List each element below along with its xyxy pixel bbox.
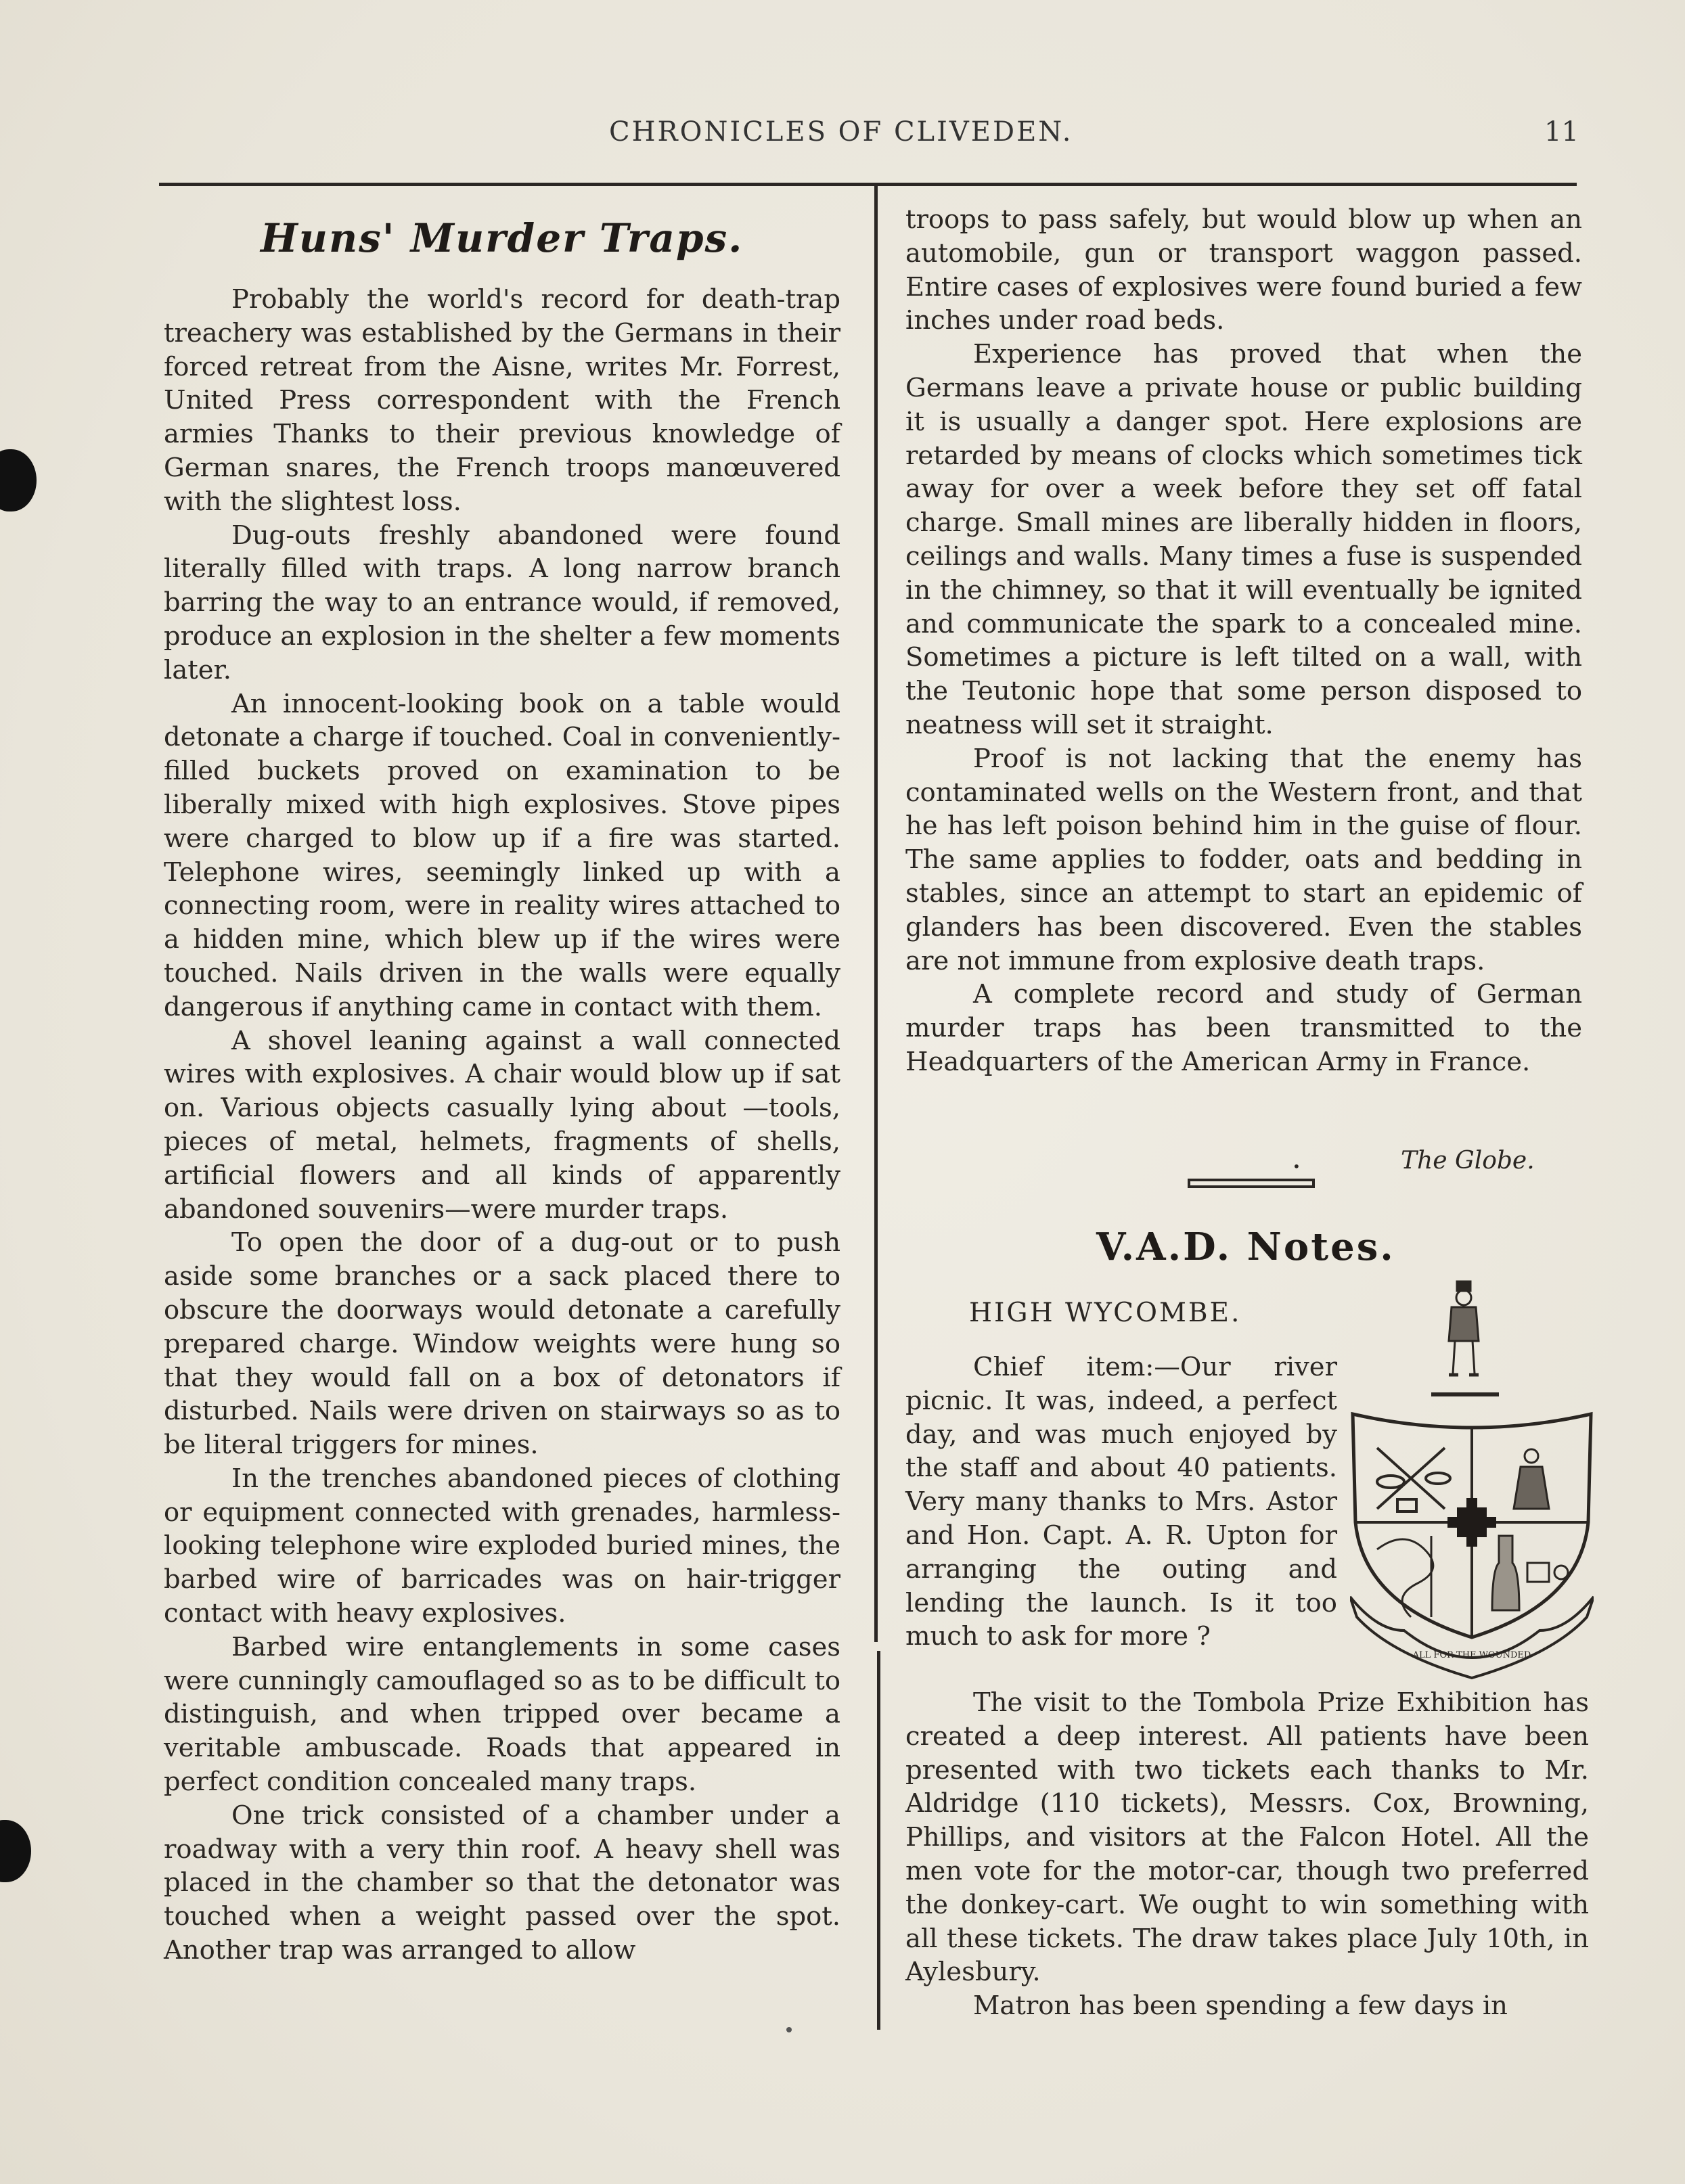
header-rule: [159, 183, 1577, 186]
paragraph: Experience has proved that when the Germans leave a private house or public building it is usually a danger spot. Here explosions are retarded by means of clocks which sometimes tick away for over a week before they set off fatal charge. Small mines are liberally hidden in floors, ceilings and walls. Many times a fuse is suspended in the chimney, so that it will eventually be ignited and communicate the spark to a concealed mine. Sometimes a picture is left tilted on a wall, with the Teutonic hope that some person disposed to neatness will set it straight.: [905, 339, 1582, 740]
divider-dot: •: [1293, 1158, 1301, 1175]
soldier-figure-icon: [1449, 1281, 1479, 1375]
crest-illustration: [1350, 1279, 1594, 1685]
publication-title: CHRONICLES OF CLIVEDEN.: [609, 116, 1073, 147]
paragraph: A complete record and study of German murder traps has been transmitted to the Headquarters of the American Army in France.: [905, 979, 1582, 1077]
paragraph: Chief item:—Our river picnic. It was, indeed, a perfect day, and was much enjoyed by the staff and about 40 patients. Very many thanks to Mrs. Astor and Hon. Capt. A. R. Upton for arranging the outing and lending the launch. Is it too much to ask for more ?: [905, 1352, 1337, 1652]
paragraph: Probably the world's record for death-trap treachery was established by the Germans in their forced retreat from the Aisne, writes Mr. Forrest, United Press correspondent with the French armies Thanks to their previous knowledge of German snares, the French troops manœuvered with the slightest loss.: [164, 284, 840, 517]
paragraph: Dug-outs freshly abandoned were found literally filled with traps. A long narrow branch barring the way to an entrance would, if removed, produce an explosion in the shelter a few moments later.: [164, 520, 840, 685]
article-title-huns-murder-traps: Huns' Murder Traps.: [261, 215, 744, 261]
column-rule-lower: [877, 1651, 880, 2030]
right-column-bottom: [905, 1686, 1589, 2023]
medicine-bottle-icon: [1492, 1536, 1568, 1610]
punch-hole-lower: [0, 1820, 31, 1882]
paragraph: troops to pass safely, but would blow up when an automobile, gun or transport waggon passed. Entire cases of explosives were found buried a few inches under road beds.: [905, 204, 1582, 336]
left-column: [164, 283, 840, 1967]
page-number: 11: [1544, 116, 1579, 147]
paragraph: Proof is not lacking that the enemy has contaminated wells on the Western front, and that he has left poison behind him in the guise of flour. The same applies to fodder, oats and bedding in stables, since an attempt to start an epidemic of glanders has been discovered. Even the stables are not immune from explosive death traps.: [905, 743, 1582, 976]
paragraph: To open the door of a dug-out or to push aside some branches or a sack placed there to obscure the doorways would detonate a carefully prepared charge. Window weights were hung so that they would fall on a box of detonators if disturbed. Nails were driven on stairways so as to be literal triggers for mines.: [164, 1227, 840, 1461]
paragraph: In the trenches abandoned pieces of clothing or equipment connected with grenades, harmless-looking telephone wire exploded buried mines, the barbed wire of barricades was on hair-trigger contact with heavy explosives.: [164, 1463, 840, 1629]
paragraph: Barbed wire entanglements in some cases were cunningly camouflaged so as to be difficult to distinguish, and when tripped over became a veritable ambuscade. Roads that appeared in perfect condition concealed many traps.: [164, 1631, 840, 1798]
paragraph: One trick consisted of a chamber under a roadway with a very thin roof. A heavy shell was placed in the chamber so that the detonator was touched when a weight passed over the spot. Another trap was arranged to allow: [164, 1800, 840, 1966]
narrow-paragraph-block: [905, 1350, 1337, 1654]
figure-base: [1431, 1392, 1499, 1396]
section-divider: [1188, 1179, 1315, 1188]
nurse-figure-icon: [1514, 1449, 1549, 1509]
right-column-top: [905, 203, 1582, 1079]
paper-speck: [786, 2027, 792, 2032]
paragraph: A shovel leaning against a wall connected wires with explosives. A chair would blow up if sat on. Various objects casually lying about —tools, pieces of metal, helmets, fragments of shells, artificial flowers and all kinds of apparently abandoned souvenirs—were murder traps.: [164, 1025, 840, 1225]
punch-hole-upper: [0, 449, 37, 511]
crossed-tools-icon: [1377, 1448, 1450, 1511]
paragraph: The visit to the Tombola Prize Exhibition has created a deep interest. All patients have been presented with two tickets each thanks to Mr. Aldridge (110 tickets), Messrs. Cox, Browning, Phillips, and visitors at the Falcon Hotel. All the men vote for the motor-car, though two preferred the donkey-cart. We ought to win something with all these tickets. The draw takes place July 10th, in Aylesbury.: [905, 1687, 1589, 1988]
paragraph: An innocent-looking book on a table would detonate a charge if touched. Coal in conveniently-filled buckets proved on examination to be liberally mixed with high explosives. Stove pipes were charged to blow up if a fire was started. Telephone wires, seemingly linked up with a connecting room, were in reality wires attached to a hidden mine, which blew up if the wires were touched. Nails driven in the walls were equally dangerous if anything came in contact with them.: [164, 688, 840, 1022]
section-title-vad-notes: V.A.D. Notes.: [1096, 1225, 1395, 1269]
subhead-high-wycombe: HIGH WYCOMBE.: [969, 1298, 1242, 1328]
column-rule: [874, 184, 878, 1642]
article-source: The Globe.: [1401, 1147, 1535, 1175]
crest-scroll-text: ALL FOR THE WOUNDED: [1412, 1650, 1531, 1660]
paragraph: Matron has been spending a few days in: [973, 1990, 1508, 2022]
